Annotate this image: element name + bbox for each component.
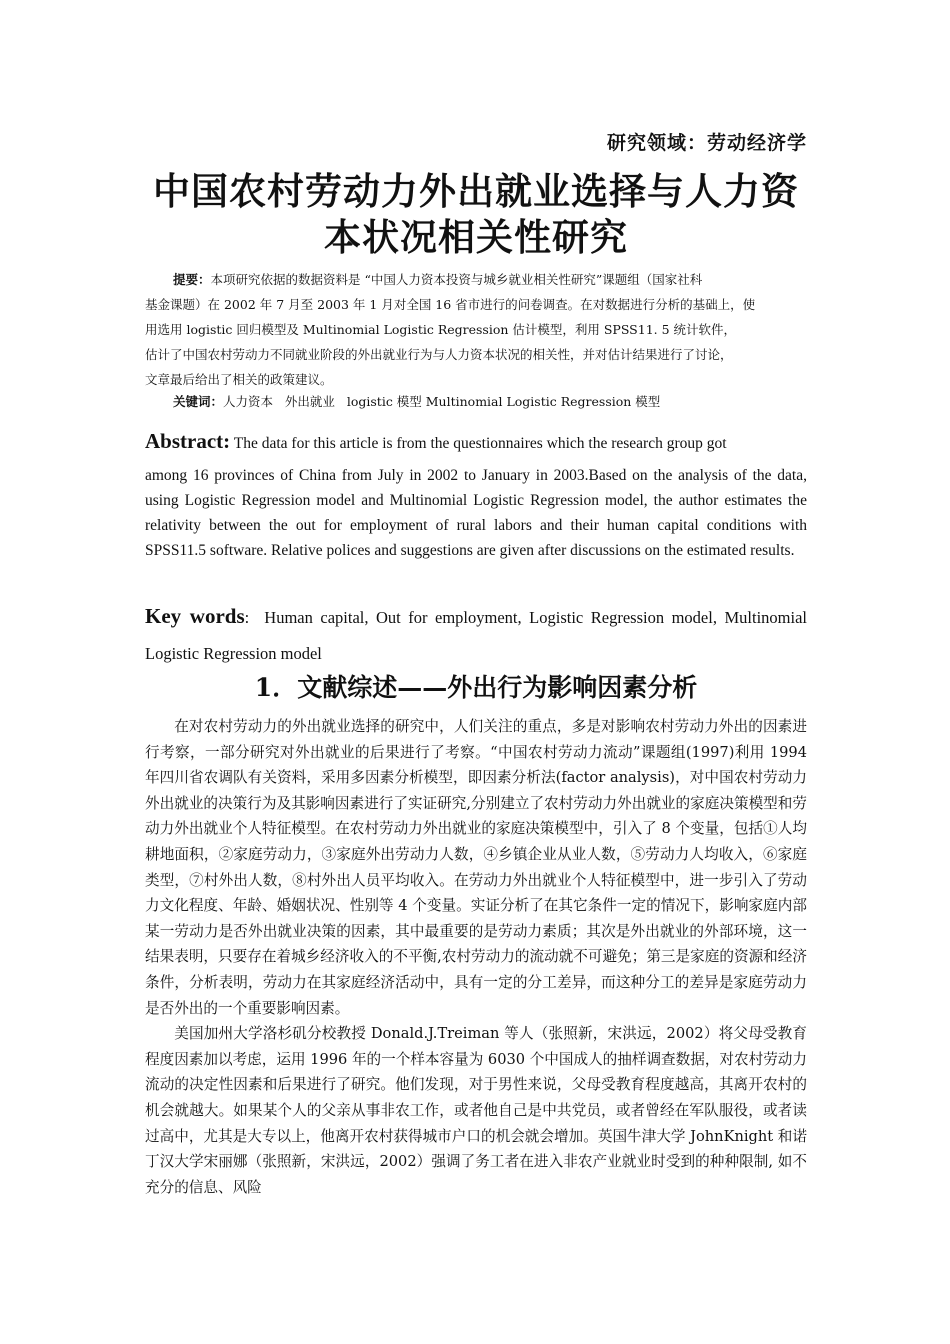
paper-title-line-1: 中国农村劳动力外出就业选择与人力资 xyxy=(153,169,799,213)
chinese-abstract-line-1 xyxy=(145,267,807,292)
chinese-abstract xyxy=(145,267,807,392)
chinese-abstract-line-3: 用选用 logistic 回归模型及 Multinomial Logistic Regression 估计模型，利用 SPSS11. 5 统计软件， xyxy=(145,322,737,337)
chinese-abstract-line-5: 文章最后给出了相关的政策建议。 xyxy=(145,372,333,387)
english-abstract-first-line xyxy=(145,424,807,461)
paper-title-line-2: 本状况相关性研究 xyxy=(324,215,628,259)
chinese-abstract-text-1: 本项研究依据的数据资料是 “中国人力资本投资与城乡就业相关性研究”课题组（国家社科 xyxy=(210,272,703,287)
english-keywords-label: Key words xyxy=(145,604,245,628)
section-1-paragraph-1: 在对农村劳动力的外出就业选择的研究中，人们关注的重点，多是对影响农村劳动力外出的因素进行考察，一部分研究对外出就业的后果进行了考察。“中国农村劳动力流动”课题组(1997)利用 1994 年四川省农调队有关资料，采用多因素分析模型，即因素分析法(factor analysis)，对中国农村劳动力外出就业的决策行为及其影响因素进行了实证研究,分别建立了农村劳动力外出就业的家庭决策模型和劳动力外出就业个人特征模型。在农村劳动力外出就业的家庭决策模型中，引入了 8 个变量，包括①人均耕地面积，②家庭劳动力，③家庭外出劳动力人数，④乡镇企业从业人数，⑤劳动力人均收入，⑥家庭类型，⑦村外出人数，⑧村外出人员平均收入。在劳动力外出就业个人特征模型中，进一步引入了劳动力文化程度、年龄、婚姻状况、性别等 4 个变量。实证分析了在其它条件一定的情况下，影响家庭内部某一劳动力是否外出就业决策的因素，其中最重要的是劳动力素质；其次是外出就业的外部环境，这一结果表明，只要存在着城乡经济收入的不平衡,农村劳动力的流动就不可避免；第三是家庭的资源和经济条件，分析表明，劳动力在其家庭经济活动中，具有一定的分工差异，而这种分工的差异是家庭劳动力是否外出的一个重要影响因素。 xyxy=(145,718,807,1017)
english-abstract-label: Abstract: xyxy=(145,429,231,453)
english-abstract xyxy=(145,424,807,563)
english-keywords-colon: : xyxy=(244,608,250,627)
chinese-keywords xyxy=(173,392,660,412)
english-keywords-text: Human capital, Out for employment, Logistic Regression model, Multinomial Logistic Regression model xyxy=(145,608,807,663)
english-abstract-body: among 16 provinces of China from July in 2002 to January in 2003.Based on the analysis of the data, using Logistic Regression model and Multinomial Logistic Regression model, the author estimates the relativity between the out for employment of rural labors and their human capital conditions with SPSS11.5 software. Relative polices and suggestions are given after discussions on the estimated results. xyxy=(145,467,807,559)
chinese-abstract-line-4: 估计了中国农村劳动力不同就业阶段的外出就业行为与人力资本状况的相关性，并对估计结果进行了讨论， xyxy=(145,347,733,362)
chinese-keywords-label: 关键词： xyxy=(173,394,224,409)
section-1-paragraph-2: 美国加州大学洛杉矶分校教授 Donald.J.Treiman 等人（张照新，宋洪远，2002）将父母受教育程度因素加以考虑，运用 1996 年的一个样本容量为 6030 个中国成人的抽样调查数据，对农村劳动力流动的决定性因素和后果进行了研究。他们发现，对于男性来说，父母受教育程度越高，其离开农村的机会就越大。如果某个人的父亲从事非农工作，或者他自己是中共党员，或者曾经在军队服役，或者读过高中，尤其是大专以上，他离开农村获得城市户口的机会就会增加。英国牛津大学 JohnKnight 和诺丁汉大学宋丽娜（张照新，宋洪远，2002）强调了务工者在进入非农产业就业时受到的种种限制, 如不充分的信息、风险 xyxy=(145,1025,807,1196)
section-1-body xyxy=(145,714,807,1200)
english-abstract-first-text: The data for this article is from the questionnaires which the research group got xyxy=(233,435,727,452)
chinese-keywords-text: 人力资本 外出就业 logistic 模型 Multinomial Logistic Regression 模型 xyxy=(223,394,661,409)
chinese-abstract-line-2: 基金课题）在 2002 年 7 月至 2003 年 1 月对全国 16 省市进行的问卷调查。在对数据进行分析的基础上，使 xyxy=(145,297,756,312)
english-keywords xyxy=(145,598,807,672)
paper-title xyxy=(145,168,807,260)
section-1-heading: 1．文献综述——外出行为影响因素分析 xyxy=(254,673,698,702)
research-field: 研究领域：劳动经济学 xyxy=(606,132,807,154)
chinese-abstract-label: 提要： xyxy=(173,272,211,287)
